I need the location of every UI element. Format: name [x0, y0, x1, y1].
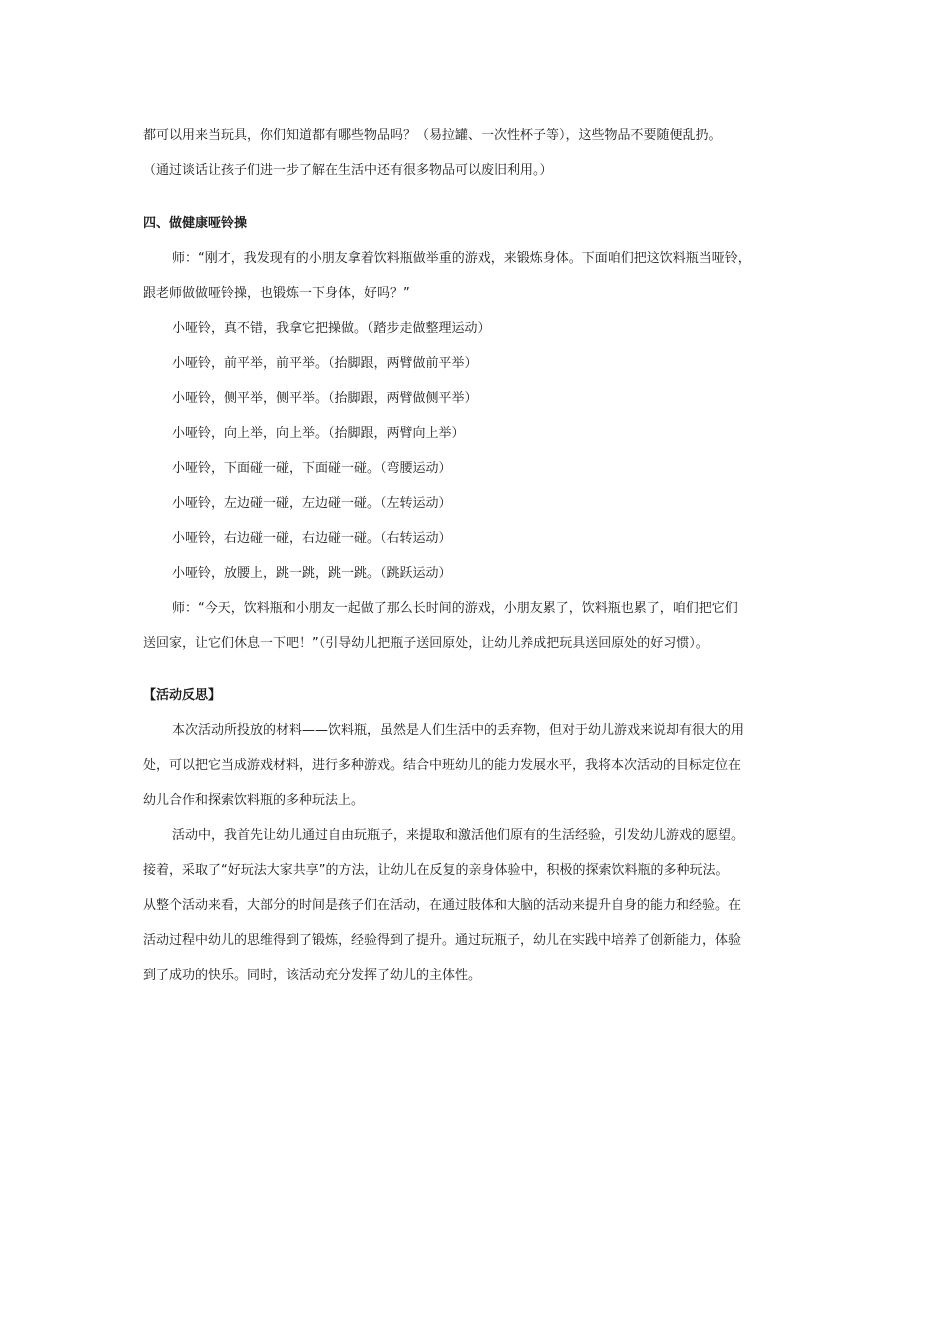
teacher-speech-1-line-2: 跟老师做做哑铃操，也锻炼一下身体，好吗？” [143, 286, 410, 301]
reflection-paragraph-2-line: 接着，采取了“好玩法大家共享”的方法，让幼儿在反复的亲身体验中，积极的探索饮料瓶的多种玩法。 [143, 863, 729, 878]
reflection-paragraph-2-line: 活动中，我首先让幼儿通过自由玩瓶子，来提取和激活他们原有的生活经验，引发幼儿游戏的愿望。 [172, 828, 745, 843]
exercise-line: 小哑铃，左边碰一碰，左边碰一碰。（左转运动） [172, 496, 452, 511]
section-4-heading: 四、做健康哑铃操 [143, 216, 248, 231]
reflection-paragraph-1-line: 处，可以把它当成游戏材料，进行多种游戏。结合中班幼儿的能力发展水平，我将本次活动的目标定位在 [143, 758, 742, 773]
reflection-paragraph-2-line: 活动过程中幼儿的思维得到了锻炼，经验得到了提升。通过玩瓶子，幼儿在实践中培养了创新能力，体验 [143, 933, 742, 948]
reflection-paragraph-2-line: 到了成功的快乐。同时，该活动充分发挥了幼儿的主体性。 [143, 968, 482, 983]
exercise-line: 小哑铃，前平举，前平举。（抬脚跟，两臂做前平举） [172, 356, 478, 371]
reflection-paragraph-1-line: 本次活动所投放的材料——饮料瓶，虽然是人们生活中的丢弃物，但对于幼儿游戏来说却有很大的用 [172, 723, 745, 738]
reflection-paragraph-2-line: 从整个活动来看，大部分的时间是孩子们在活动，在通过肢体和大脑的活动来提升自身的能力和经验。在 [143, 898, 742, 913]
reflection-heading: 【活动反思】 [143, 688, 222, 703]
teacher-speech-1-line-1: 师：“刚才，我发现有的小朋友拿着饮料瓶做举重的游戏，来锻炼身体。下面咱们把这饮料瓶当哑铃， [172, 251, 751, 266]
exercise-line: 小哑铃，向上举，向上举。（抬脚跟，两臂向上举） [172, 426, 465, 441]
teacher-speech-2-line-1: 师：“今天，饮料瓶和小朋友一起做了那么长时间的游戏，小朋友累了，饮料瓶也累了，咱们把它们 [172, 601, 738, 616]
exercise-line: 小哑铃，真不错，我拿它把操做。（踏步走做整理运动） [172, 321, 491, 336]
exercise-line: 小哑铃，下面碰一碰，下面碰一碰。（弯腰运动） [172, 461, 452, 476]
exercise-line: 小哑铃，右边碰一碰，右边碰一碰。（右转运动） [172, 531, 452, 546]
reflection-paragraph-1-line: 幼儿合作和探索饮料瓶的多种玩法上。 [143, 793, 365, 808]
exercise-line: 小哑铃，放腰上，跳一跳，跳一跳。（跳跃运动） [172, 566, 452, 581]
teacher-speech-2-line-2: 送回家，让它们休息一下吧！”（引导幼儿把瓶子送回原处，让幼儿养成把玩具送回原处的好习惯）。 [143, 636, 709, 651]
intro-line-2: （通过谈话让孩子们进一步了解在生活中还有很多物品可以废旧利用。） [143, 163, 553, 178]
intro-line-1: 都可以用来当玩具，你们知道都有哪些物品吗？（易拉罐、一次性杯子等），这些物品不要随便乱扔。 [143, 128, 722, 143]
exercise-line: 小哑铃，侧平举，侧平举。（抬脚跟，两臂做侧平举） [172, 391, 478, 406]
